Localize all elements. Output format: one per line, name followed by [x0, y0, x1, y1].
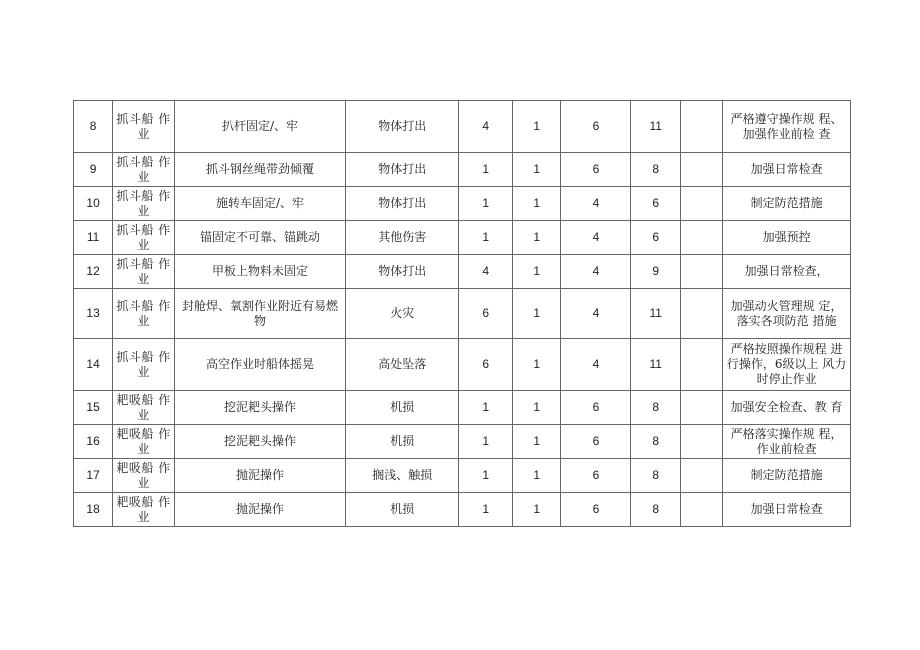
exposure-cell: 1 [512, 459, 560, 493]
table-row [74, 153, 851, 187]
exposure-cell: 1 [512, 339, 560, 391]
activity-cell: 抓斗船 作业 [113, 339, 175, 391]
control-measure-cell: 制定防范措施 [723, 459, 851, 493]
risk-score-cell: 8 [631, 391, 680, 425]
exposure-cell: 1 [512, 425, 560, 459]
likelihood-cell: 6 [459, 339, 513, 391]
consequence-cell: 4 [561, 339, 631, 391]
consequence-cell: 4 [561, 221, 631, 255]
risk-level-cell [680, 391, 722, 425]
control-measure-cell: 加强日常检查 [723, 493, 851, 527]
activity-cell: 耙吸船 作业 [113, 459, 175, 493]
row-number: 18 [74, 493, 113, 527]
risk-level-cell [680, 255, 722, 289]
likelihood-cell: 1 [459, 425, 513, 459]
row-number: 16 [74, 425, 113, 459]
activity-cell: 耙吸船 作业 [113, 391, 175, 425]
hazard-cell: 施转车固定/、牢 [174, 187, 345, 221]
consequence-cell: 4 [561, 289, 631, 339]
accident-type-cell: 物体打出 [346, 153, 459, 187]
control-measure-cell: 严格遵守操作规 程、 加强作业前检 查 [723, 101, 851, 153]
risk-score-cell: 8 [631, 459, 680, 493]
exposure-cell: 1 [512, 221, 560, 255]
consequence-cell: 6 [561, 391, 631, 425]
row-number: 14 [74, 339, 113, 391]
row-number: 8 [74, 101, 113, 153]
exposure-cell: 1 [512, 493, 560, 527]
accident-type-cell: 其他伤害 [346, 221, 459, 255]
row-number: 15 [74, 391, 113, 425]
risk-score-cell: 11 [631, 289, 680, 339]
risk-level-cell [680, 221, 722, 255]
consequence-cell: 6 [561, 493, 631, 527]
exposure-cell: 1 [512, 255, 560, 289]
table-row [74, 255, 851, 289]
likelihood-cell: 6 [459, 289, 513, 339]
consequence-cell: 6 [561, 153, 631, 187]
activity-cell: 抓斗船 作业 [113, 221, 175, 255]
risk-level-cell [680, 459, 722, 493]
table-row [74, 391, 851, 425]
accident-type-cell: 机损 [346, 391, 459, 425]
accident-type-cell: 火灾 [346, 289, 459, 339]
row-number: 12 [74, 255, 113, 289]
row-number: 9 [74, 153, 113, 187]
table-row [74, 493, 851, 527]
table-row [74, 221, 851, 255]
table-row [74, 187, 851, 221]
control-measure-cell: 加强日常检查 [723, 153, 851, 187]
row-number: 11 [74, 221, 113, 255]
risk-level-cell [680, 187, 722, 221]
risk-level-cell [680, 153, 722, 187]
hazard-cell: 抛泥操作 [174, 493, 345, 527]
risk-score-cell: 11 [631, 339, 680, 391]
risk-score-cell: 6 [631, 187, 680, 221]
control-measure-cell: 加强动火管理规 定，落实各项防范 措施 [723, 289, 851, 339]
risk-level-cell [680, 425, 722, 459]
likelihood-cell: 1 [459, 391, 513, 425]
row-number: 10 [74, 187, 113, 221]
hazard-cell: 封舱焊、氧割作业附近有易燃物 [174, 289, 345, 339]
likelihood-cell: 1 [459, 459, 513, 493]
activity-cell: 耙吸船 作业 [113, 493, 175, 527]
hazard-cell: 挖泥耙头操作 [174, 391, 345, 425]
likelihood-cell: 1 [459, 187, 513, 221]
control-measure-cell: 加强安全检查、教 育 [723, 391, 851, 425]
exposure-cell: 1 [512, 289, 560, 339]
accident-type-cell: 物体打出 [346, 101, 459, 153]
likelihood-cell: 1 [459, 153, 513, 187]
control-measure-cell: 严格按照操作规程 进行操作，6级以上 风力时停止作业 [723, 339, 851, 391]
risk-level-cell [680, 339, 722, 391]
control-measure-cell: 加强日常检查， [723, 255, 851, 289]
accident-type-cell: 搁浅、触损 [346, 459, 459, 493]
row-number: 13 [74, 289, 113, 339]
accident-type-cell: 高处坠落 [346, 339, 459, 391]
hazard-cell: 高空作业时船体摇晃 [174, 339, 345, 391]
exposure-cell: 1 [512, 153, 560, 187]
risk-score-cell: 11 [631, 101, 680, 153]
control-measure-cell: 加强预控 [723, 221, 851, 255]
consequence-cell: 6 [561, 459, 631, 493]
activity-cell: 抓斗船 作业 [113, 289, 175, 339]
hazard-cell: 挖泥耙头操作 [174, 425, 345, 459]
risk-level-cell [680, 101, 722, 153]
consequence-cell: 6 [561, 101, 631, 153]
hazard-cell: 抛泥操作 [174, 459, 345, 493]
control-measure-cell: 严格落实操作规 程，作业前检查 [723, 425, 851, 459]
likelihood-cell: 1 [459, 221, 513, 255]
consequence-cell: 4 [561, 187, 631, 221]
activity-cell: 耙吸船 作业 [113, 425, 175, 459]
table-row [74, 425, 851, 459]
consequence-cell: 4 [561, 255, 631, 289]
activity-cell: 抓斗船 作业 [113, 255, 175, 289]
exposure-cell: 1 [512, 391, 560, 425]
risk-level-cell [680, 289, 722, 339]
accident-type-cell: 物体打出 [346, 255, 459, 289]
hazard-cell: 扒杆固定/、牢 [174, 101, 345, 153]
row-number: 17 [74, 459, 113, 493]
consequence-cell: 6 [561, 425, 631, 459]
hazard-cell: 甲板上物料未固定 [174, 255, 345, 289]
table-row [74, 339, 851, 391]
risk-score-cell: 9 [631, 255, 680, 289]
activity-cell: 抓斗船 作业 [113, 101, 175, 153]
accident-type-cell: 机损 [346, 425, 459, 459]
activity-cell: 抓斗船 作业 [113, 153, 175, 187]
table-body [74, 101, 851, 527]
table-row [74, 289, 851, 339]
control-measure-cell: 制定防范措施 [723, 187, 851, 221]
accident-type-cell: 物体打出 [346, 187, 459, 221]
likelihood-cell: 1 [459, 493, 513, 527]
likelihood-cell: 4 [459, 101, 513, 153]
risk-assessment-table [73, 100, 851, 527]
exposure-cell: 1 [512, 187, 560, 221]
hazard-cell: 锚固定不可靠、锚跳动 [174, 221, 345, 255]
risk-score-cell: 8 [631, 493, 680, 527]
likelihood-cell: 4 [459, 255, 513, 289]
risk-level-cell [680, 493, 722, 527]
activity-cell: 抓斗船 作业 [113, 187, 175, 221]
risk-score-cell: 8 [631, 153, 680, 187]
accident-type-cell: 机损 [346, 493, 459, 527]
risk-score-cell: 8 [631, 425, 680, 459]
table-row [74, 459, 851, 493]
risk-score-cell: 6 [631, 221, 680, 255]
table-row [74, 101, 851, 153]
hazard-cell: 抓斗钢丝绳带劲倾覆 [174, 153, 345, 187]
exposure-cell: 1 [512, 101, 560, 153]
